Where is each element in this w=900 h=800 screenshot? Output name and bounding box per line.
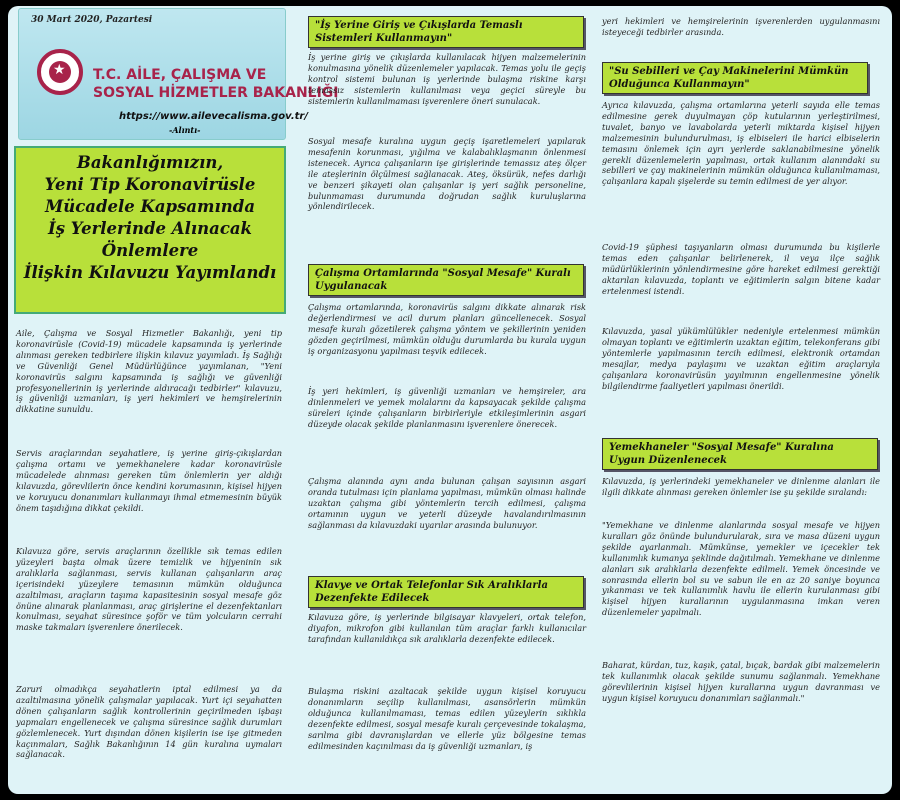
headline-line: Önlemlere bbox=[101, 241, 199, 260]
section-heading-social-distance: Çalışma Ortamlarında "Sosyal Mesafe" Kuralı Uygulanacak bbox=[308, 264, 584, 296]
section-heading-water-tea: "Su Sebilleri ve Çay Makinelerini Mümkün Olduğunca Kullanmayın" bbox=[602, 62, 868, 94]
ministry-name-line1: T.C. AİLE, ÇALIŞMA VE bbox=[93, 67, 267, 83]
col3-paragraph-6: Baharat, kürdan, tuz, kaşık, çatal, bıçak, bardak gibi malzemelerin tek kullanımlık olacak şekilde sunumu sağlanmalı. Yemekhane görevlilerinin kişisel hijyen kurallarına uygun davranması ve uygun kişisel koruyucu donanımları sağlanmalı." bbox=[602, 660, 880, 703]
col3-paragraph-0: yeri hekimleri ve hemşirelerinin işverenlerden uygulanmasını isteyeceği tedbirler arasında. bbox=[602, 16, 880, 37]
col2-paragraph-1: İş yerine giriş ve çıkışlarda kullanılacak hijyen malzemelerinin konulmasına yönelik düzenlemeler yapılacak. Temas yolu ile geçiş kontrol sistemi bulunan iş yerlerinde bulaşma riskine karşı temassız sistemlerin kullanılması veya geçici süreyle bu sistemlerin kullanılmaması işverenlere öneri sunulacak. bbox=[308, 52, 586, 106]
col2-paragraph-6: Kılavuza göre, iş yerlerinde bilgisayar klavyeleri, ortak telefon, diyafon, mikrofon gibi kullanılan tüm araçlar farklı kullanıcılar tarafından kullanıldıkça sık aralıklarla dezenfekte edilecek. bbox=[308, 612, 586, 644]
col2-paragraph-3: Çalışma ortamlarında, koronavirüs salgını dikkate alınarak risk değerlendirmesi ve acil durum planları güncellenecek. Sosyal mesafe kuralı gözetilerek çalışma yöntem ve şekillerinin yeniden gözden geçirilmesi, mümkün olduğu durumlarda bu kurala uygun iş organizasyonu yapılması teşvik edilecek. bbox=[308, 302, 586, 356]
col3-paragraph-1: Ayrıca kılavuzda, çalışma ortamlarına yeterli sayıda elle temas edilmesine gerek duyulmayan çöp kutularının yerleştirilmesi, tuvalet, banyo ve lavabolarda yeterli miktarda kişisel hijyen malzemesinin bulundurulması, iş elbiseleri ile harici elbiselerin temasını önlemek için ayrı yerlerde saklanabilmesine yönelik gerekli düzenlemelerin yapılması, ortak kullanım alanındaki su sebilleri ve çay makinelerinin mümkün olduğunca kullanılmaması, çalışanlara kapalı şişelerde su temin edilmesi de yer alıyor. bbox=[602, 100, 880, 187]
headline-line: Yeni Tip Koronavirüsle bbox=[44, 175, 256, 194]
source-note: -Alıntı- bbox=[169, 125, 201, 135]
column-3 bbox=[598, 6, 888, 794]
col2-paragraph-4: İş yeri hekimleri, iş güvenliği uzmanları ve hemşireler, ara dinlenmeleri ve yemek molalarını da kapsayacak şekilde çalışma süreleri içinde çalışanların birbirleriyle etkileşimlerinin asgari düzeyde olacak şekilde planlanmasını işverenlere önerecek. bbox=[308, 386, 586, 429]
ministry-emblem-icon bbox=[37, 49, 83, 95]
section-heading-cafeteria: Yemekhaneler "Sosyal Mesafe" Kuralına Uygun Düzenlenecek bbox=[602, 438, 878, 470]
col2-paragraph-5: Çalışma alanında aynı anda bulunan çalışan sayısının asgari oranda tutulması için planlama yapılması, mümkün olması halinde uzaktan çalışma gibi yöntemlerin tercih edilmesi, çalışma ortamının uygun ve yeterli düzeyde havalandırılmasının sağlanması da kılavuzdaki uyarılar arasında bulunuyor. bbox=[308, 476, 586, 530]
ministry-logo-banner bbox=[18, 8, 339, 140]
col3-paragraph-3: Kılavuzda, yasal yükümlülükler nedeniyle ertelenmesi mümkün olmayan toplantı ve eğitimlerin uzaktan eğitim, telekonferans gibi yöntemlerle yapılmasının tercih edilmesi, elektronik ortamdan mesajlar, medya paylaşımı ve uzaktan eğitim araçlarıyla çalışanlara koronavirüsün yayılmının engellenmesine yönelik bilgilendirme faaliyetleri yapılması önerildi. bbox=[602, 326, 880, 391]
col1-paragraph-4: Zaruri olmadıkça seyahatlerin iptal edilmesi ya da azaltılmasına yönelik çalışmalar yapılacak. Yurt içi seyahatten dönen çalışanların sağlık kontrollerinin geçirilmeden işbaşı yapmaları engellenecek ve çalışma süresince sağlık durumları gözlemlenecek. Yurt dışından dönen kişilerin ise işe gitmeden kaçınmaları, Sağlık Bakanlığının 14 gün kuralına uymaları sağlanacak. bbox=[16, 684, 282, 760]
date-label: 30 Mart 2020, Pazartesi bbox=[31, 15, 153, 25]
col3-paragraph-2: Covid-19 şüphesi taşıyanların olması durumunda bu kişilerle temas eden çalışanlar belirlenerek, il veya ilçe sağlık müdürlüklerinin yönlendirmesine göre hareket edilmesi gerektiği aktarılan kılavuzda, toplantı ve eğitimlerin salgın bitene kadar ertelenmesi istendi. bbox=[602, 242, 880, 296]
col2-paragraph-7: Bulaşma riskini azaltacak şekilde uygun kişisel koruyucu donanımların seçilip kullanılması, asansörlerin mümkün olduğunca kullanılmaması, temas edilen yüzeylerin sıklıkla dezenfekte edilmesi, sosyal mesafe kuralı çerçevesinde tokalaşma, sarılma gibi davranışlardan ve ellerle yüz bölgesine temas edilmesinden kaçınılması da iş güvenliği uzmanları, iş bbox=[308, 686, 586, 751]
headline-line: İş Yerlerinde Alınacak bbox=[48, 219, 252, 238]
col3-paragraph-5: "Yemekhane ve dinlenme alanlarında sosyal mesafe ve hijyen kuralları göz önünde bulundurularak, sıra ve masa düzeni uygun şekilde ayarlanmalı. Mümkünse, yemekler ve içecekler tek kullanımlık kumanya şeklinde dağıtılmalı. Yemekhane ve dinlenme alanları sık aralıklarla dezenfekte edilmeli. Yemek öncesinde ve sonrasında ellerin bol su ve sabun ile en az 20 saniye boyunca yıkanması ve tek kullanımlık havlu ile ellerin kurulanması gibi kişisel hijyen kurallarının uygulanmasına imkan veren düzenlemeler yapılmalı. bbox=[602, 520, 880, 618]
headline-box bbox=[14, 146, 286, 314]
headline-line: Bakanlığımızın, bbox=[76, 153, 224, 172]
headline-line: İlişkin Kılavuzu Yayımlandı bbox=[23, 263, 277, 282]
ministry-url: https://www.ailevecalisma.gov.tr/ bbox=[119, 111, 308, 122]
col1-paragraph-3: Kılavuza göre, servis araçlarının özellikle sık temas edilen yüzeyleri başta olmak üzere temizlik ve hijyeninin sık aralıklarla sağlanması, servis kullanan çalışanların araç içerisindeki yüzeylere temasının mümkün olduğunca azaltılması, araçların taşıma kapasitesinin sosyal mesafe göz önüne alınarak planlanması, araç girişlerine el dezenfektanları konulması, seyahat süresince şoför ve tüm yolcuların cerrahi maske takmaları işverenlere önerilecek. bbox=[16, 546, 282, 633]
headline-line: Mücadele Kapsamında bbox=[44, 197, 256, 216]
col1-paragraph-2: Servis araçlarından seyahatlere, iş yerine giriş-çıkışlardan çalışma ortamı ve yemekhanelere kadar koronavirüsle mücadelede alınması gereken tüm önlemlerin yer aldığı kılavuzda, görevlilerin önce kendini korumasının, kişisel hijyen ve koruyucu donanımları kullanmayı ihmal etmemesinin büyük önem taşıdığına dikkat çekildi. bbox=[16, 448, 282, 513]
col3-paragraph-4: Kılavuzda, iş yerlerindeki yemekhaneler ve dinlenme alanları ile ilgili dikkate alınması gereken önlemler ise şu şekilde sıralandı: bbox=[602, 476, 880, 497]
ministry-name-line2: SOSYAL HİZMETLER BAKANLIĞI bbox=[93, 85, 339, 101]
section-heading-keyboards: Klavye ve Ortak Telefonlar Sık Aralıklarla Dezenfekte Edilecek bbox=[308, 576, 584, 608]
col2-paragraph-2: Sosyal mesafe kuralına uygun geçiş işaretlemeleri yapılarak mesafenin korunması, yığılma ve kalabalıklaşmanın önlenmesi istenecek. Ayrıca çalışanların işe girişlerinde temassız ateş ölçer ile ateşlerinin ölçülmesi sağlanacak. Ateş, öksürük, nefes darlığı ve benzeri şikayeti olan çalışanlar iş yeri sağlık personeline, bulunmaması durumunda doğrudan sağlık kuruluşlarına yönlendirilecek. bbox=[308, 136, 586, 212]
col1-paragraph-1: Aile, Çalışma ve Sosyal Hizmetler Bakanlığı, yeni tip koronavirüsle (Covid-19) mücadele kapsamında iş yerlerinde alınması gereken tedbirlere ilişkin kılavuz yayımladı. İş Sağlığı ve Güvenliği Genel Müdürlüğünce yayımlanan, "Yeni koronavirüs salgını kapsamında iş sağlığı ve güvenliği profesyonellerinin iş yerlerinde aldıracağı tedbirler" kılavuzu, iş güvenliği uzmanları, iş yeri hekimleri ve hemşirelerinin dikkatine sunuldu. bbox=[16, 328, 282, 415]
column-2 bbox=[304, 6, 592, 794]
newsletter-page bbox=[8, 6, 892, 794]
section-heading-entry-exit: "İş Yerine Giriş ve Çıkışlarda Temaslı Sistemleri Kullanmayın" bbox=[308, 16, 584, 48]
column-1 bbox=[8, 6, 339, 794]
